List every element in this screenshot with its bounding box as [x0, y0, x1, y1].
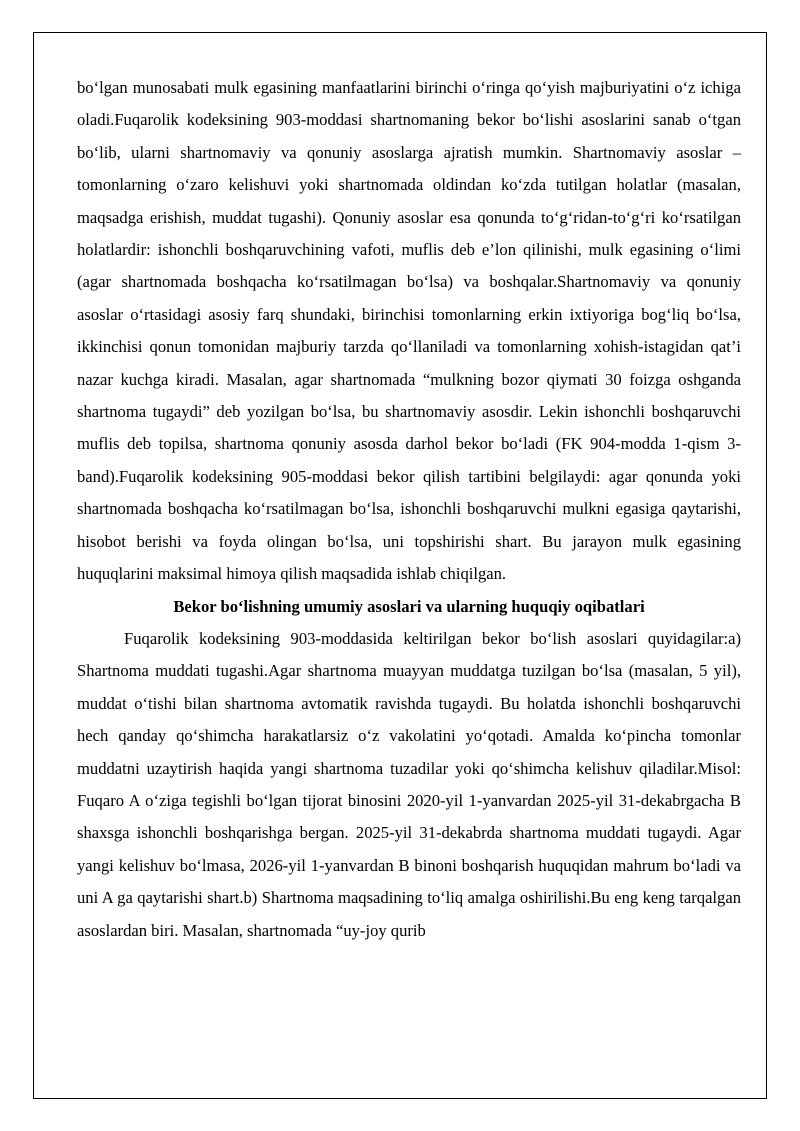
body-paragraph: bo‘lgan munosabati mulk egasining manfaatlarini birinchi o‘ringa qo‘yish majburiyatini o‘z ichiga oladi.Fuqarolik kodeksining 903-moddasi shartnomaning bekor bo‘lishi asoslarini sanab o‘tgan bo‘lib, ularni shartnomaviy va qonuniy asoslarga ajratish mumkin. Shartnomaviy asoslar – tomonlarning o‘zaro kelishuvi yoki shartnomada oldindan ko‘zda tutilgan holatlar (masalan, maqsadga erishish, muddat tugashi). Qonuniy asoslar esa qonunda to‘g‘ridan-to‘g‘ri ko‘rsatilgan holatlardir: ishonchli boshqaruvchining vafoti, muflis deb e’lon qilinishi, mulk egasining o‘limi (agar shartnomada boshqacha ko‘rsatilmagan bo‘lsa) va boshqalar.Shartnomaviy va qonuniy asoslar o‘rtasidagi asosiy farq shundaki, birinchisi tomonlarning erkin ixtiyoriga bog‘liq bo‘lsa, ikkinchisi qonun tomonidan majburiy tarzda qo‘llaniladi va tomonlarning xohish-istagidan qat’i nazar kuchga kiradi. Masalan, agar shartnomada “mulkning bozor qiymati 30 foizga oshganda shartnoma tugaydi” deb yozilgan bo‘lsa, bu shartnomaviy asosdir. Lekin ishonchli boshqaruvchi muflis deb topilsa, shartnoma qonuniy asosda darhol bekor bo‘ladi (FK 904-modda 1-qism 3-band).Fuqarolik kodeksining 905-moddasi bekor qilish tartibini belgilaydi: agar qonunda yoki shartnomada boshqacha ko‘rsatilmagan bo‘lsa, ishonchli boshqaruvchi mulkni egasiga qaytarishi, hisobot berishi va foyda olingan bo‘lsa, uni topshirishi shart. Bu jarayon mulk egasining huquqlarini maksimal himoya qilish maqsadida ishlab chiqilgan.	[77, 78, 741, 584]
document-body	[77, 72, 741, 947]
section-heading: Bekor bo‘lishning umumiy asoslari va ularning huquqiy oqibatlari	[173, 596, 645, 616]
body-paragraph: Fuqarolik kodeksining 903-moddasida keltirilgan bekor bo‘lish asoslari quyidagilar:a) Shartnoma muddati tugashi.Agar shartnoma muayyan muddatga tuzilgan bo‘lsa (masalan, 5 yil), muddat o‘tishi bilan shartnoma avtomatik ravishda tugaydi. Bu holatda ishonchli boshqaruvchi hech qanday qo‘shimcha harakatlarsiz o‘z vakolatini yo‘qotadi. Amalda ko‘pincha tomonlar muddatni uzaytirish haqida yangi shartnoma tuzadilar yoki qo‘shimcha kelishuv qiladilar.Misol: Fuqaro A o‘ziga tegishli bo‘lgan tijorat binosini 2020-yil 1-yanvardan 2025-yil 31-dekabrgacha B shaxsga ishonchli boshqarishga bergan. 2025-yil 31-dekabrda shartnoma muddati tugaydi. Agar yangi kelishuv bo‘lmasa, 2026-yil 1-yanvardan B binoni boshqarish huquqidan mahrum bo‘ladi va uni A ga qaytarishi shart.b) Shartnoma maqsadining to‘liq amalga oshirilishi.Bu eng keng tarqalgan asoslardan biri. Masalan, shartnomada “uy-joy qurib	[77, 628, 741, 940]
